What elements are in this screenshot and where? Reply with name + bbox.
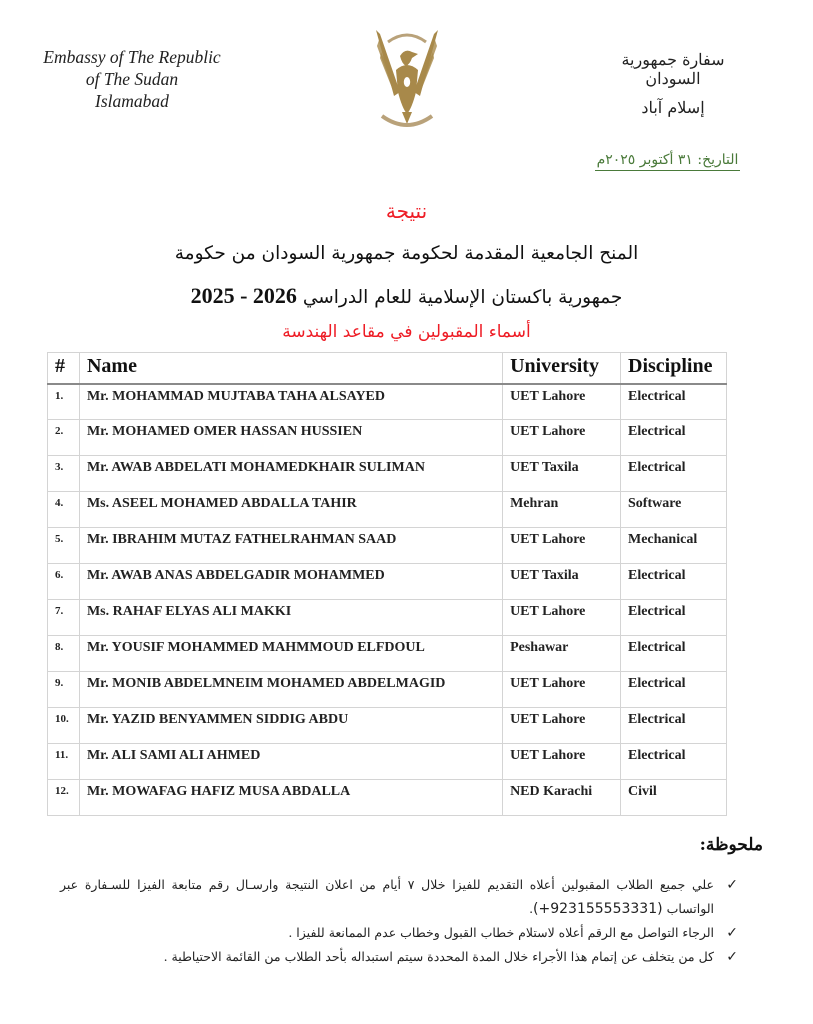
university: UET Taxila — [503, 564, 621, 600]
student-name: Mr. AWAB ANAS ABDELGADIR MOHAMMED — [79, 564, 502, 600]
discipline: Software — [621, 492, 727, 528]
student-name: Mr. YOUSIF MOHAMMED MAHMMOUD ELFDOUL — [79, 636, 502, 672]
note-suffix: . — [529, 901, 534, 916]
row-number: 10. — [48, 708, 80, 744]
discipline: Electrical — [621, 744, 727, 780]
note-item — [60, 921, 738, 945]
university: UET Lahore — [503, 744, 621, 780]
row-number: 6. — [48, 564, 80, 600]
discipline: Civil — [621, 780, 727, 816]
university: UET Lahore — [503, 672, 621, 708]
table-row — [48, 456, 727, 492]
row-number: 7. — [48, 600, 80, 636]
accepted-engineering-heading: أسماء المقبولين في مقاعد الهندسة — [282, 322, 531, 342]
note-item — [60, 873, 738, 921]
note-text: الرجاء التواصل مع الرقم أعلاه لاستلام خطاب القبول وخطاب عدم الممانعة للفيزا . — [288, 925, 714, 940]
university: UET Lahore — [503, 384, 621, 420]
student-name: Ms. ASEEL MOHAMED ABDALLA TAHIR — [79, 492, 502, 528]
table-row — [48, 528, 727, 564]
table-header-row — [48, 353, 727, 384]
row-number: 4. — [48, 492, 80, 528]
student-name: Mr. AWAB ABDELATI MOHAMEDKHAIR SULIMAN — [79, 456, 502, 492]
notes-title: ملحوظة: — [699, 835, 763, 855]
results-table — [47, 352, 727, 816]
student-name: Mr. MOHAMMAD MUJTABA TAHA ALSAYED — [79, 384, 502, 420]
row-number: 12. — [48, 780, 80, 816]
embassy-city-arabic: إسلام آباد — [641, 98, 705, 117]
whatsapp-phone-number: (+923155553331) — [533, 901, 663, 917]
column-header-discipline: Discipline — [621, 353, 727, 384]
table-row — [48, 492, 727, 528]
university: UET Lahore — [503, 708, 621, 744]
table-row — [48, 744, 727, 780]
row-number: 1. — [48, 384, 80, 420]
discipline: Electrical — [621, 672, 727, 708]
university: NED Karachi — [503, 780, 621, 816]
row-number: 11. — [48, 744, 80, 780]
document-date: التاريخ: ٣١ أكتوبر ٢٠٢٥م — [595, 152, 740, 171]
university: Mehran — [503, 492, 621, 528]
table-row — [48, 600, 727, 636]
table-row — [48, 780, 727, 816]
academic-year: 2025 - 2026 — [190, 283, 297, 308]
discipline: Electrical — [621, 456, 727, 492]
discipline: Electrical — [621, 600, 727, 636]
note-item — [60, 945, 738, 969]
embassy-name-arabic-line1: سفارة جمهورية السودان — [621, 50, 725, 88]
student-name: Mr. MOHAMED OMER HASSAN HUSSIEN — [79, 420, 502, 456]
table-row — [48, 672, 727, 708]
column-header-number: # — [48, 353, 80, 384]
university: UET Lahore — [503, 420, 621, 456]
table-row — [48, 564, 727, 600]
result-title: نتيجة — [385, 199, 428, 223]
student-name: Mr. IBRAHIM MUTAZ FATHELRAHMAN SAAD — [79, 528, 502, 564]
table-row — [48, 708, 727, 744]
student-name: Mr. MOWAFAG HAFIZ MUSA ABDALLA — [79, 780, 502, 816]
notes-list — [60, 873, 738, 969]
embassy-city: Islamabad — [95, 91, 169, 111]
row-number: 5. — [48, 528, 80, 564]
embassy-name-english — [22, 46, 242, 112]
university: UET Taxila — [503, 456, 621, 492]
row-number: 3. — [48, 456, 80, 492]
student-name: Mr. YAZID BENYAMMEN SIDDIG ABDU — [79, 708, 502, 744]
university: UET Lahore — [503, 600, 621, 636]
column-header-name: Name — [79, 353, 502, 384]
note-text: علي جميع الطلاب المقبولين أعلاه التقديم للفيزا خلال ٧ أيام من اعلان النتيجة وارسـال رقم متابعة الفيزا للسـفارة عبر الواتساب — [60, 877, 714, 916]
checkmark-icon: ✓ — [726, 949, 738, 965]
discipline: Electrical — [621, 636, 727, 672]
student-name: Mr. ALI SAMI ALI AHMED — [79, 744, 502, 780]
discipline: Electrical — [621, 420, 727, 456]
university: UET Lahore — [503, 528, 621, 564]
row-number: 9. — [48, 672, 80, 708]
scholarship-title-line1: المنح الجامعية المقدمة لحكومة جمهورية السودان من حكومة — [174, 243, 639, 264]
discipline: Mechanical — [621, 528, 727, 564]
university: Peshawar — [503, 636, 621, 672]
student-name: Mr. MONIB ABDELMNEIM MOHAMED ABDELMAGID — [79, 672, 502, 708]
table-row — [48, 384, 727, 420]
embassy-name-line2: of The Sudan — [85, 69, 179, 89]
table-row — [48, 636, 727, 672]
scholarship-title-line2-text: جمهورية باكستان الإسلامية للعام الدراسي — [302, 287, 623, 308]
table-row — [48, 420, 727, 456]
column-header-university: University — [503, 353, 621, 384]
note-text: كل من يتخلف عن إتمام هذا الأجراء خلال المدة المحددة سيتم استبداله بأحد الطلاب من القائمة الاحتياطية . — [163, 949, 714, 964]
sudan-emblem-icon — [372, 30, 442, 138]
discipline: Electrical — [621, 384, 727, 420]
checkmark-icon: ✓ — [726, 925, 738, 941]
discipline: Electrical — [621, 708, 727, 744]
discipline: Electrical — [621, 564, 727, 600]
row-number: 2. — [48, 420, 80, 456]
scholarship-title-line2 — [0, 283, 813, 309]
student-name: Ms. RAHAF ELYAS ALI MAKKI — [79, 600, 502, 636]
embassy-name-line1: Embassy of The Republic — [43, 47, 221, 67]
checkmark-icon: ✓ — [726, 877, 738, 893]
row-number: 8. — [48, 636, 80, 672]
